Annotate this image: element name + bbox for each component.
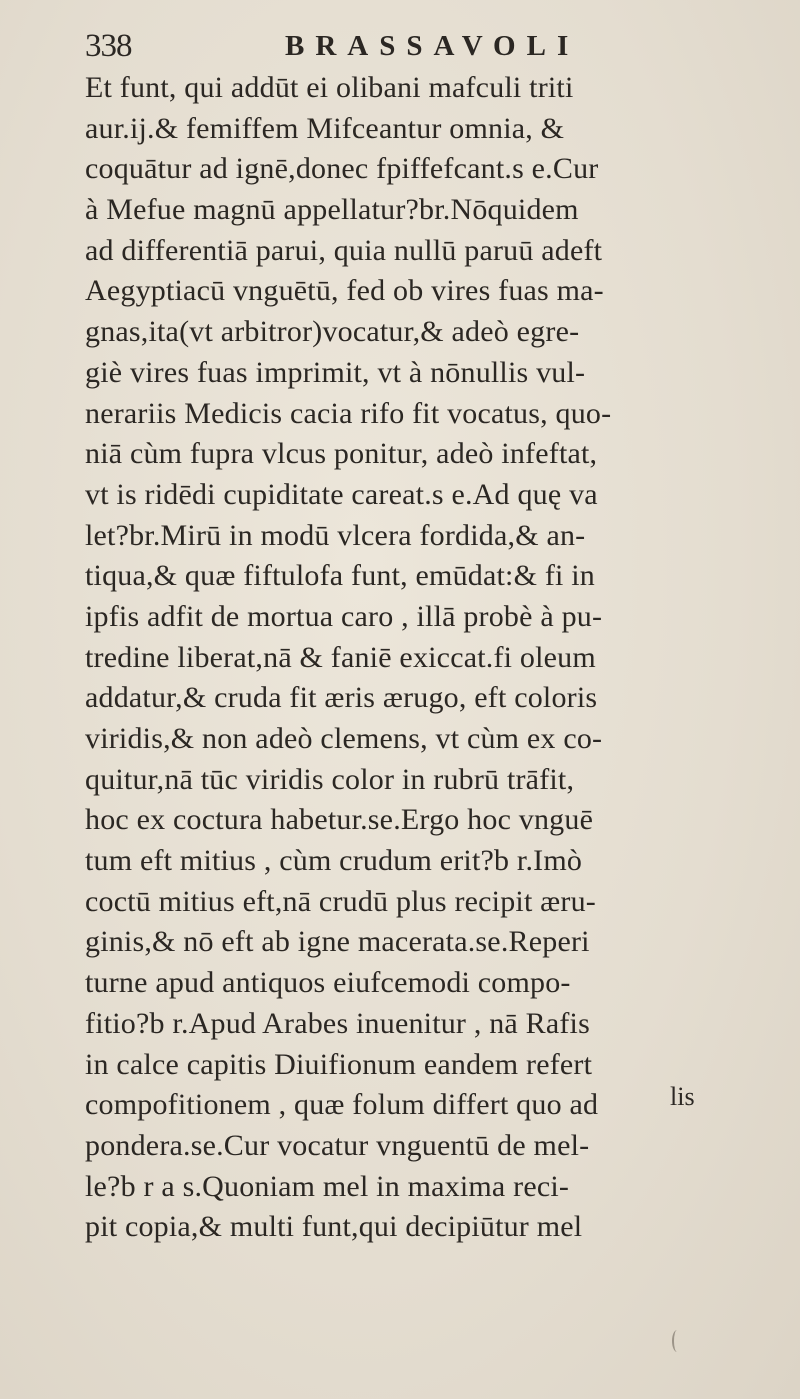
text-line: aur.ij.& femiffem Mifceantur omnia, & <box>85 111 565 145</box>
text-line: in calce capitis Diuifionum eandem refert <box>85 1047 593 1081</box>
page-header <box>85 22 725 70</box>
text-line: fitio?b r.Apud Arabes inuenitur , nā Rafis <box>85 1006 590 1040</box>
text-line: giè vires fuas imprimit, vt à nōnullis vul- <box>85 355 586 389</box>
text-line: nerariis Medicis cacia rifo fit vocatus, quo- <box>85 396 612 430</box>
text-line: quitur,nā tūc viridis color in rubrū trāfit, <box>85 762 575 796</box>
text-line: hoc ex coctura habetur.se.Ergo hoc vnguē <box>85 803 594 837</box>
text-line: let?br.Mirū in modū vlcera fordida,& an- <box>85 518 586 552</box>
text-line: coctū mitius eft,nā crudū plus recipit æru- <box>85 884 596 918</box>
text-line: gnas,ita(vt arbitror)vocatur,& adeò egre- <box>85 315 580 349</box>
text-line: ipfis adfit de mortua caro , illā probè à pu- <box>85 599 603 633</box>
text-line: tredine liberat,nā & faniē exiccat.fi oleum <box>85 640 596 674</box>
text-line: turne apud antiquos eiufcemodi compo- <box>85 966 571 1000</box>
text-line: à Mefue magnū appellatur?br.Nōquidem <box>85 193 579 227</box>
text-line: ginis,& nō eft ab igne macerata.se.Reperi <box>85 925 590 959</box>
paper-mark <box>672 1330 682 1352</box>
catchword: lis <box>670 1082 695 1111</box>
running-head: BRASSAVOLI <box>285 30 580 62</box>
text-line: compofitionem , quæ folum differt quo ad <box>85 1088 599 1122</box>
page-number: 338 <box>85 28 132 64</box>
text-line: coquātur ad ignē,donec fpiffefcant.s e.Cur <box>85 152 599 186</box>
body-text <box>85 68 775 1248</box>
text-line: pit copia,& multi funt,qui decipiūtur mel <box>85 1210 583 1244</box>
text-line: Aegyptiacū vnguētū, fed ob vires fuas ma- <box>85 274 604 308</box>
text-line: vt is ridēdi cupiditate careat.s e.Ad quę va <box>85 477 598 511</box>
text-line: niā cùm fupra vlcus ponitur, adeò infeftat, <box>85 437 598 471</box>
text-line: tum eft mitius , cùm crudum erit?b r.Imò <box>85 844 583 878</box>
text-line: Et funt, qui addūt ei olibani mafculi triti <box>85 71 574 104</box>
text-line: le?b r a s.Quoniam mel in maxima reci- <box>85 1169 570 1203</box>
text-line: ad differentiā parui, quia nullū paruū adeft <box>85 233 603 267</box>
text-line: addatur,& cruda fit æris ærugo, eft coloris <box>85 681 598 715</box>
text-line: viridis,& non adeò clemens, vt cùm ex co- <box>85 722 603 755</box>
text-line: tiqua,& quæ fiftulofa funt, emūdat:& fi in <box>85 559 595 593</box>
text-line: pondera.se.Cur vocatur vnguentū de mel- <box>85 1128 590 1162</box>
